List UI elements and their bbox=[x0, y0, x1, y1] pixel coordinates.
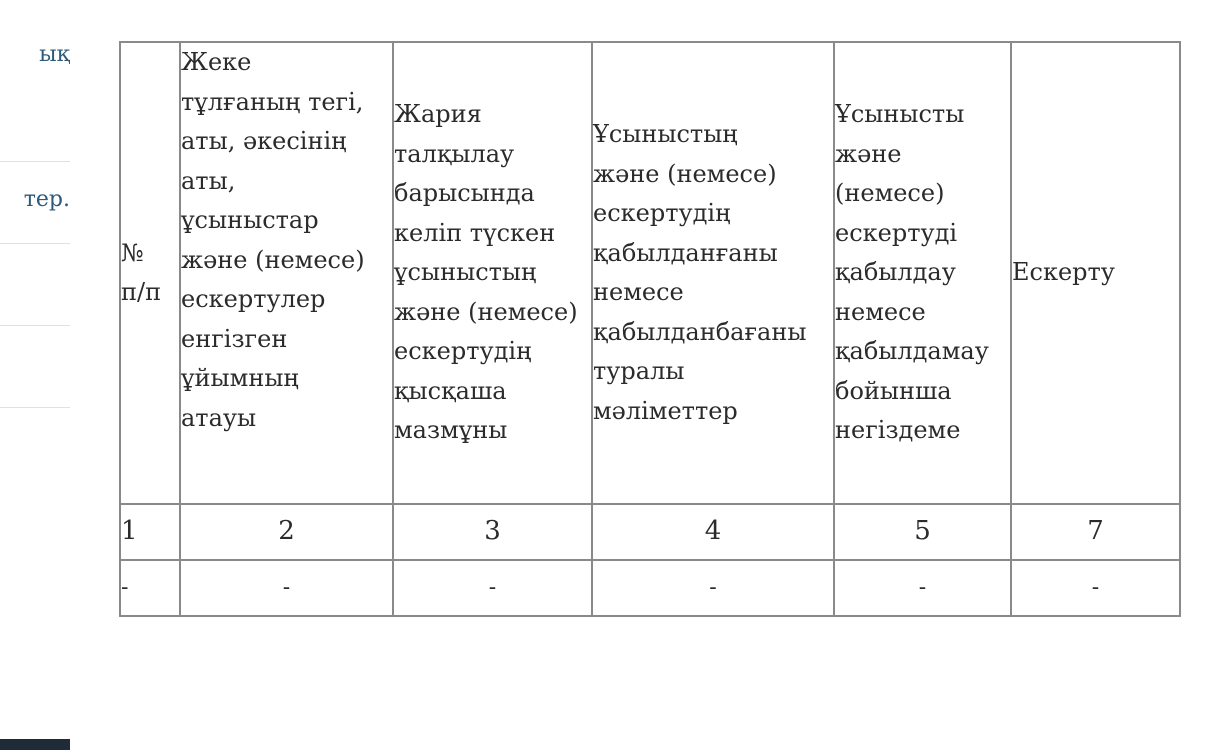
table-cell: 2 bbox=[180, 504, 393, 560]
sidebar-link-fragment[interactable]: ық bbox=[39, 42, 70, 67]
header-cell-justification: Ұсынысты және (немесе) ескертуді қабылдау немесе қабылдамау бойынша негіздеме bbox=[834, 42, 1011, 504]
sidebar-divider bbox=[0, 161, 70, 162]
table-row bbox=[120, 560, 1180, 616]
table-cell: - bbox=[120, 560, 180, 616]
table-cell: - bbox=[592, 560, 834, 616]
sidebar-divider bbox=[0, 243, 70, 244]
proposals-table bbox=[119, 41, 1181, 617]
table-cell: - bbox=[1011, 560, 1180, 616]
table-cell: 7 bbox=[1011, 504, 1180, 560]
header-cell-acceptance-info: Ұсыныстың және (немесе) ескертудің қабылданғаны немесе қабылданбағаны туралы мәліметтер bbox=[592, 42, 834, 504]
table-cell: 4 bbox=[592, 504, 834, 560]
sidebar-footer-block bbox=[0, 739, 70, 750]
sidebar-link-fragment[interactable]: тер. bbox=[23, 187, 70, 212]
table-cell: - bbox=[180, 560, 393, 616]
table-cell: 5 bbox=[834, 504, 1011, 560]
header-cell-note: Ескерту bbox=[1011, 42, 1180, 504]
sidebar bbox=[0, 0, 70, 750]
header-cell-number: № п/п bbox=[120, 42, 180, 504]
sidebar-divider bbox=[0, 325, 70, 326]
sidebar-divider bbox=[0, 407, 70, 408]
table-cell: 3 bbox=[393, 504, 592, 560]
header-cell-organization: Жеке тұлғаның тегі, аты, әкесінің аты, ұсыныстар және (немесе) ескертулер енгізген ұйымның атауы bbox=[180, 42, 393, 504]
header-cell-summary: Жария талқылау барысында келіп түскен ұсыныстың және (немесе) ескертудің қысқаша мазмұны bbox=[393, 42, 592, 504]
table-row-numbers bbox=[120, 504, 1180, 560]
table-header-row bbox=[120, 42, 1180, 504]
table-cell: - bbox=[393, 560, 592, 616]
table-cell: - bbox=[834, 560, 1011, 616]
table-cell: 1 bbox=[120, 504, 180, 560]
